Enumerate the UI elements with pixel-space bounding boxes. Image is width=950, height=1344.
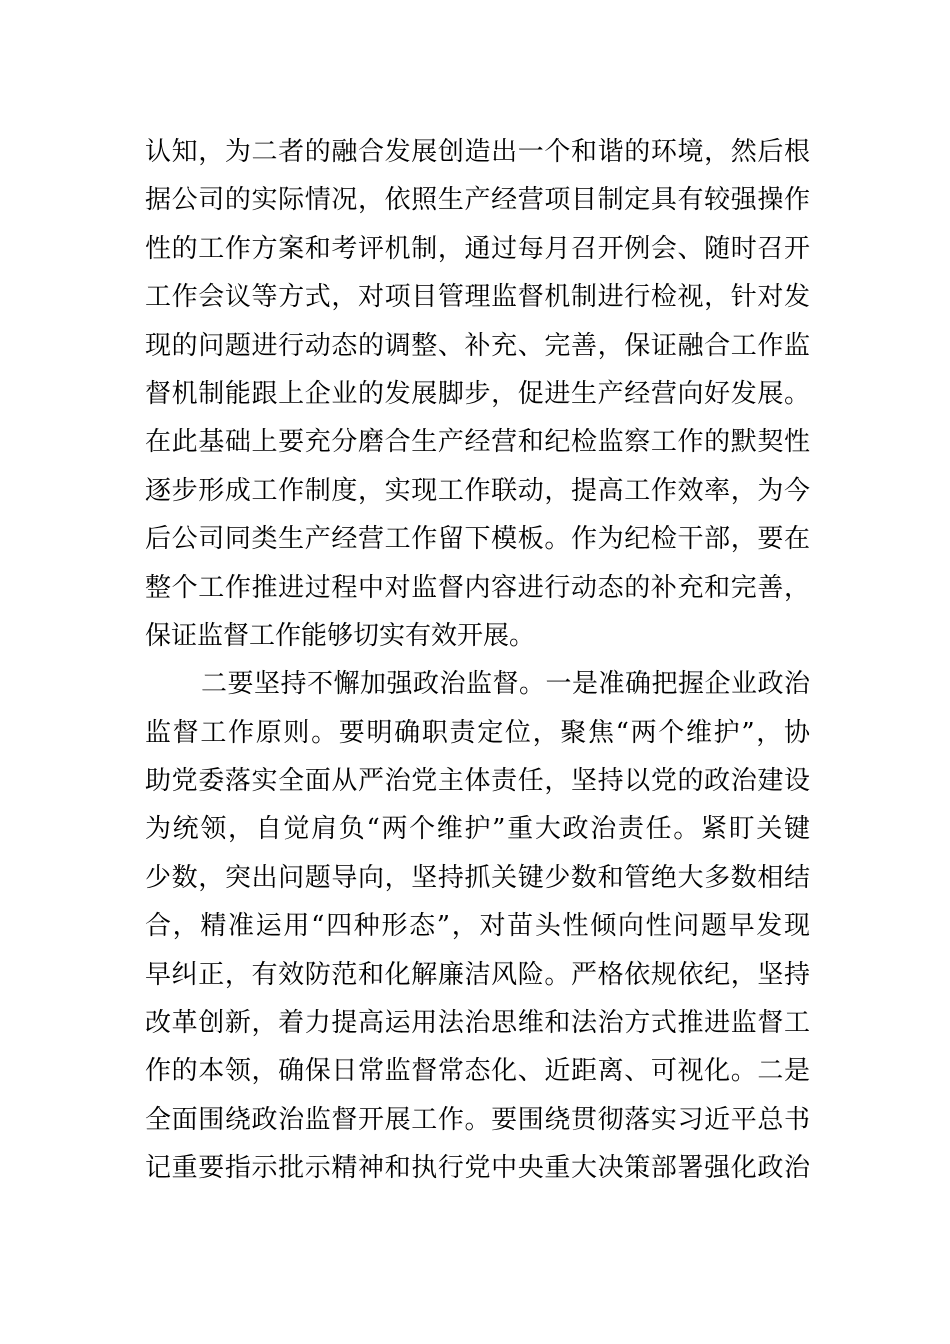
text-line: 作的本领，确保日常监督常态化、近距离、可视化。二是 (145, 1056, 810, 1087)
text-line: 合，精准运用“四种形态”，对苗头性倾向性问题早发现 (145, 911, 810, 942)
text-line: 整个工作推进过程中对监督内容进行动态的补充和完善， (145, 572, 810, 603)
text-line: 后公司同类生产经营工作留下模板。作为纪检干部，要在 (145, 524, 810, 555)
text-line: 改革创新，着力提高运用法治思维和法治方式推进监督工 (145, 1008, 810, 1039)
text-line: 督机制能跟上企业的发展脚步，促进生产经营向好发展。 (145, 378, 810, 409)
text-line: 保证监督工作能够切实有效开展。 (145, 620, 536, 651)
text-line: 为统领，自觉肩负“两个维护”重大政治责任。紧盯关键 (145, 814, 810, 845)
document-body (145, 128, 810, 1193)
text-line: 早纠正，有效防范和化解廉洁风险。严格依规依纪，坚持 (145, 959, 810, 990)
text-line: 全面围绕政治监督开展工作。要围绕贯彻落实习近平总书 (145, 1104, 810, 1135)
text-line: 据公司的实际情况，依照生产经营项目制定具有较强操作 (145, 185, 810, 216)
text-line: 助党委落实全面从严治党主体责任，坚持以党的政治建设 (145, 766, 810, 797)
text-line: 性的工作方案和考评机制，通过每月召开例会、随时召开 (145, 233, 810, 264)
text-line: 逐步形成工作制度，实现工作联动，提高工作效率，为今 (145, 475, 810, 506)
text-line: 认知，为二者的融合发展创造出一个和谐的环境，然后根 (145, 137, 810, 167)
text-line: 在此基础上要充分磨合生产经营和纪检监察工作的默契性 (145, 427, 810, 458)
text-line: 监督工作原则。要明确职责定位，聚焦“两个维护”，协 (145, 717, 810, 748)
paragraph-first-line: 二要坚持不懈加强政治监督。一是准确把握企业政治 (201, 669, 810, 700)
text-line: 少数，突出问题导向，坚持抓关键少数和管绝大多数相结 (145, 862, 810, 893)
text-line: 现的问题进行动态的调整、补充、完善，保证融合工作监 (145, 330, 810, 361)
text-line: 工作会议等方式，对项目管理监督机制进行检视，针对发 (145, 282, 810, 313)
text-line: 记重要指示批示精神和执行党中央重大决策部署强化政治 (145, 1153, 810, 1184)
